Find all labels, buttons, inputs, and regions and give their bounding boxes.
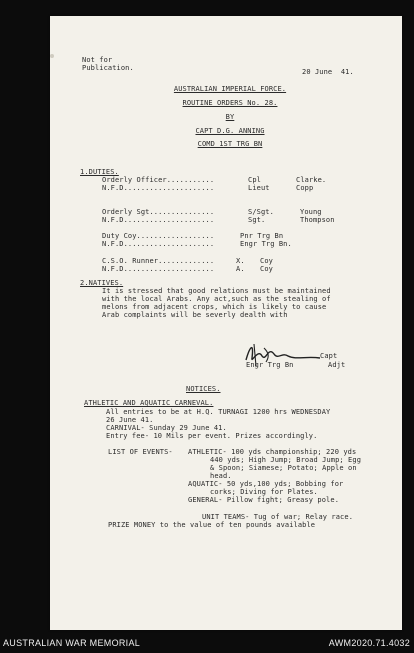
- carnival-heading: ATHLETIC AND AQUATIC CARNEVAL.: [84, 399, 214, 407]
- events-line: corks; Diving for Plates.: [210, 488, 318, 496]
- duty-role: Orderly Officer...........: [102, 176, 215, 184]
- duty-rank: Lieut: [248, 184, 270, 192]
- events-line: AQUATIC- 50 yds,100 yds; Bobbing for: [188, 480, 344, 488]
- by-line: BY: [225, 113, 235, 121]
- duties-heading: 1.DUTIES.: [80, 168, 119, 176]
- duty-rank: A.: [236, 265, 245, 273]
- prize-money: PRIZE MONEY to the value of ten pounds available: [108, 521, 316, 529]
- events-label: LIST OF EVENTS-: [108, 448, 173, 456]
- carnival-line: CARNIVAL- Sunday 29 June 41.: [106, 424, 227, 432]
- routine-orders-title: ROUTINE ORDERS No. 28.: [182, 99, 278, 107]
- duty-name: Coy: [260, 257, 273, 265]
- date: 20 June 41.: [302, 68, 354, 76]
- duty-role: Duty Coy..................: [102, 232, 215, 240]
- events-line: GENERAL- Pillow fight; Greasy pole.: [188, 496, 340, 504]
- signature-capt: Capt: [320, 352, 338, 360]
- duty-rank: Sgt.: [248, 216, 266, 224]
- natives-heading: 2.NATIVES.: [80, 279, 124, 287]
- force-title: AUSTRALIAN IMPERIAL FORCE.: [173, 85, 287, 93]
- carnival-line: Entry fee- 10 Mils per event. Prizes accordingly.: [106, 432, 318, 440]
- unit-teams: UNIT TEAMS- Tug of war; Relay race.: [202, 513, 354, 521]
- carnival-line: All entries to be at H.Q. TURNAGI 1200 hrs WEDNESDAY: [106, 408, 331, 416]
- natives-line: Arab complaints will be severly dealth with: [102, 311, 288, 319]
- carnival-line: 26 June 41.: [106, 416, 154, 424]
- natives-line: melons from adjacent crops, which is likely to cause: [102, 303, 327, 311]
- duty-name: Copp: [296, 184, 314, 192]
- natives-line: with the local Arabs. Any act,such as the stealing of: [102, 295, 331, 303]
- duty-rank: X.: [236, 257, 245, 265]
- duty-rank: Cpl: [248, 176, 261, 184]
- publication: Publication.: [82, 64, 134, 72]
- footer-accession: AWM2020.71.4032: [328, 638, 410, 648]
- duty-name: Thompson: [300, 216, 335, 224]
- punch-hole: [50, 54, 54, 58]
- duty-role: N.F.D.....................: [102, 216, 215, 224]
- duty-role: Orderly Sgt...............: [102, 208, 215, 216]
- duty-rank: S/Sgt.: [248, 208, 274, 216]
- capt-line: CAPT D.G. ANNING: [195, 127, 265, 135]
- events-line: & Spoon; Siamese; Potato; Apple on: [210, 464, 357, 472]
- document-page: [50, 16, 402, 630]
- footer-source: AUSTRALIAN WAR MEMORIAL: [3, 638, 141, 648]
- duty-role: N.F.D.....................: [102, 240, 215, 248]
- signature-unit: Engr Trg Bn: [246, 361, 294, 369]
- comd-line: COMD 1ST TRG BN: [197, 140, 263, 148]
- events-line: 440 yds; High Jump; Broad Jump; Egg: [210, 456, 362, 464]
- duty-role: C.S.O. Runner.............: [102, 257, 215, 265]
- events-line: head.: [210, 472, 232, 480]
- duty-name: Young: [300, 208, 322, 216]
- notices-heading: NOTICES.: [186, 385, 221, 393]
- duty-role: N.F.D.....................: [102, 265, 215, 273]
- natives-line: It is stressed that good relations must be maintained: [102, 287, 331, 295]
- duty-name: Clarke.: [296, 176, 327, 184]
- events-line: ATHLETIC- 100 yds championship; 220 yds: [188, 448, 357, 456]
- duty-rank: Engr Trg Bn.: [240, 240, 292, 248]
- signature-adjt: Adjt: [328, 361, 346, 369]
- duty-role: N.F.D.....................: [102, 184, 215, 192]
- not-for: Not for: [82, 56, 113, 64]
- duty-name: Coy: [260, 265, 273, 273]
- duty-rank: Pnr Trg Bn: [240, 232, 284, 240]
